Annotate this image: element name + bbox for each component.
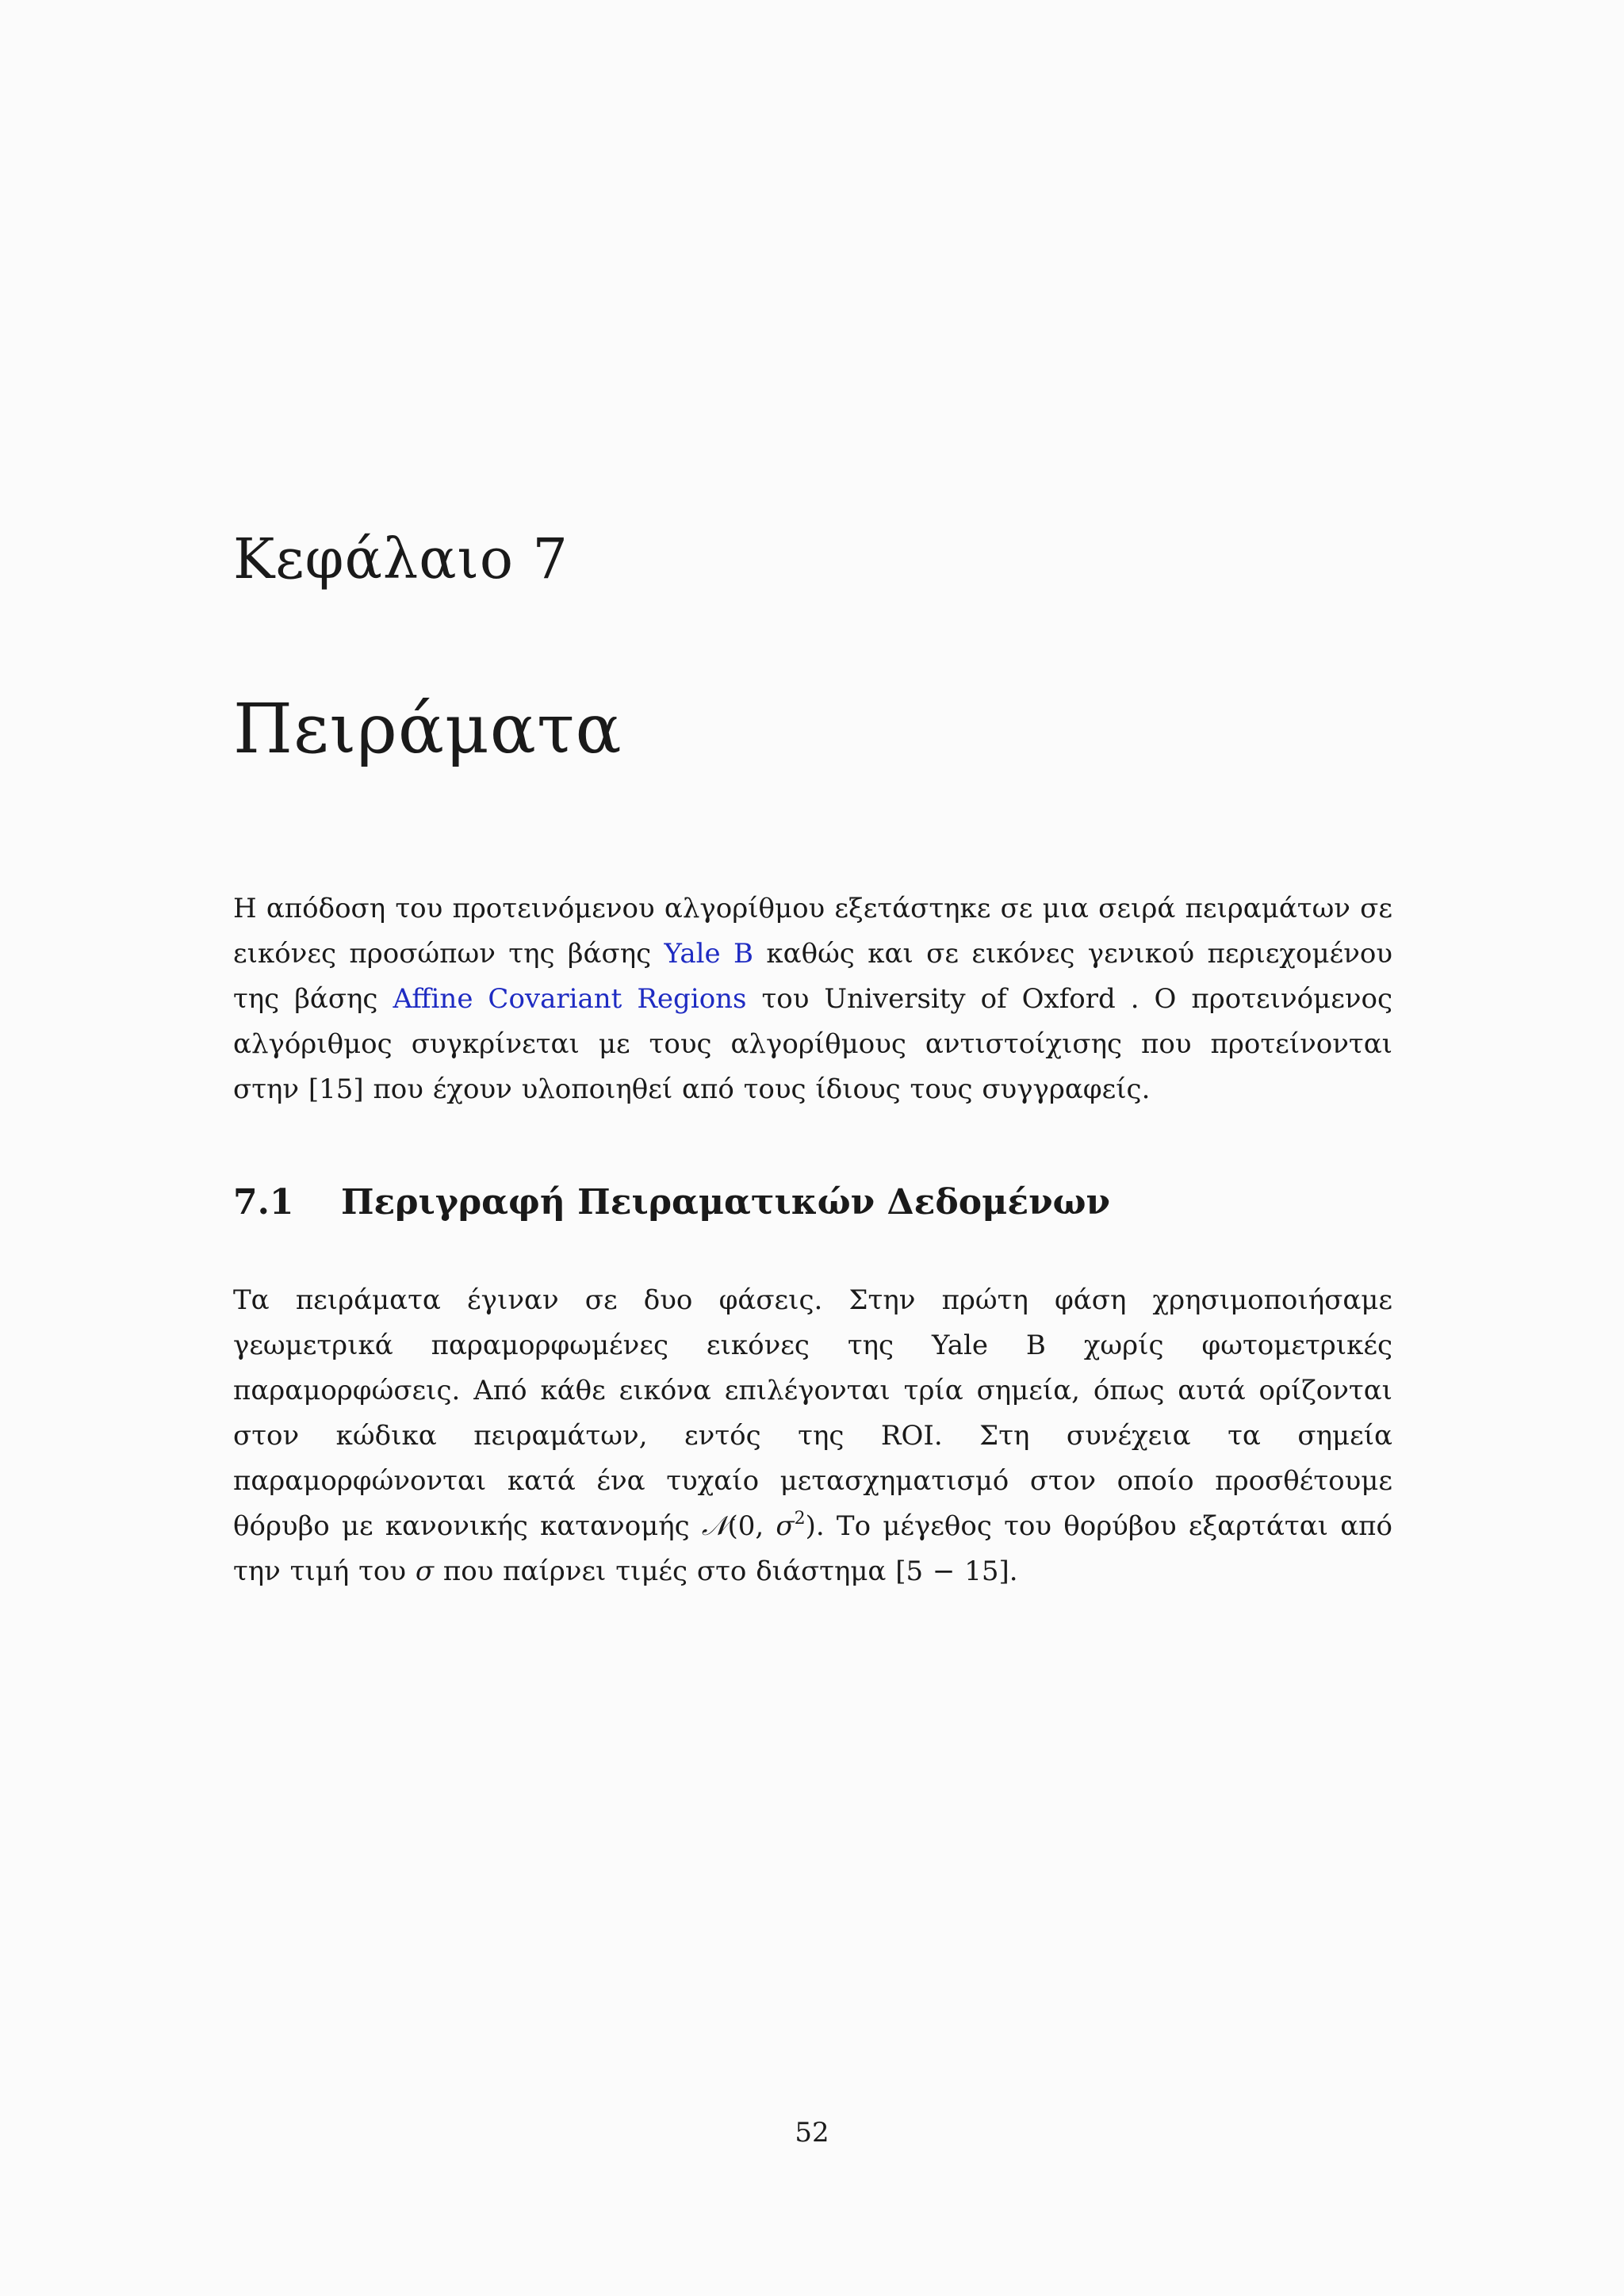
chapter-label: Κεφάλαιο 7 — [233, 526, 569, 591]
section-number: 7.1 — [233, 1182, 294, 1223]
sigma-symbol-2: σ — [415, 1556, 435, 1587]
intro-paragraph — [233, 886, 1392, 1112]
sigma-symbol: σ — [776, 1510, 795, 1542]
exponent: 2 — [794, 1509, 806, 1529]
math-close: ) — [805, 1510, 816, 1542]
page-number: 52 — [795, 2117, 829, 2149]
interval: [5 − 15] — [895, 1556, 1009, 1587]
affine-covariant-regions-link[interactable]: Affine Covariant Regions — [393, 983, 747, 1015]
chapter-title: Πειράματα — [233, 690, 622, 769]
section-title: Περιγραφή Πειραματικών Δεδομένων — [341, 1182, 1111, 1223]
body-text-1: Τα πειράματα έγιναν σε δυο φάσεις. Στην πρώτη φάση χρησιμοποιήσαμε γεωμετρικά παραμορφωμένες εικόνες της Yale B χωρίς φωτομετρικές παραμορφώσεις. Από κάθε εικόνα επιλέγονται τρία σημεία, όπως αυτά ορίζονται στον κώδικα πειραμάτων, εντός της ROI. Στη συνέχεια τα σημεία παραμορφώνονται κατά ένα τυχαίο μετασχηματισμό στον οποίο προσθέτουμε θόρυβο με κανονικής κατανομής — [233, 1284, 1392, 1542]
section-heading — [233, 1179, 1110, 1226]
body-paragraph — [233, 1278, 1392, 1594]
body-text-3: που παίρνει τιμές στο διάστημα — [434, 1556, 896, 1587]
yale-b-link[interactable]: Yale B — [664, 938, 753, 970]
body-text-2: . Το μέγεθος του θορύβου εξαρτάται από την τιμή του — [233, 1510, 1392, 1587]
intro-text-1: Η απόδοση του προτεινόμενου αλγορίθμου εξετάστηκε σε μια σειρά πειραμάτων σε εικόνες προσώπων της βάσης — [233, 893, 1392, 970]
intro-text-3: του University of Oxford . Ο προτεινόμενος αλγόριθμος συγκρίνεται με τους αλγορίθμους αντιστοίχισης που προτείνονται στην [15] που έχουν υλοποιηθεί από τους ίδιους τους συγγραφείς. — [233, 983, 1393, 1105]
intro-text-2: καθώς και σε εικόνες γενικού περιεχομένου της βάσης — [233, 938, 1392, 1015]
normal-distribution-symbol: 𝒩 — [701, 1510, 728, 1542]
math-open: (0, — [727, 1510, 776, 1542]
body-text-4: . — [1009, 1556, 1018, 1587]
